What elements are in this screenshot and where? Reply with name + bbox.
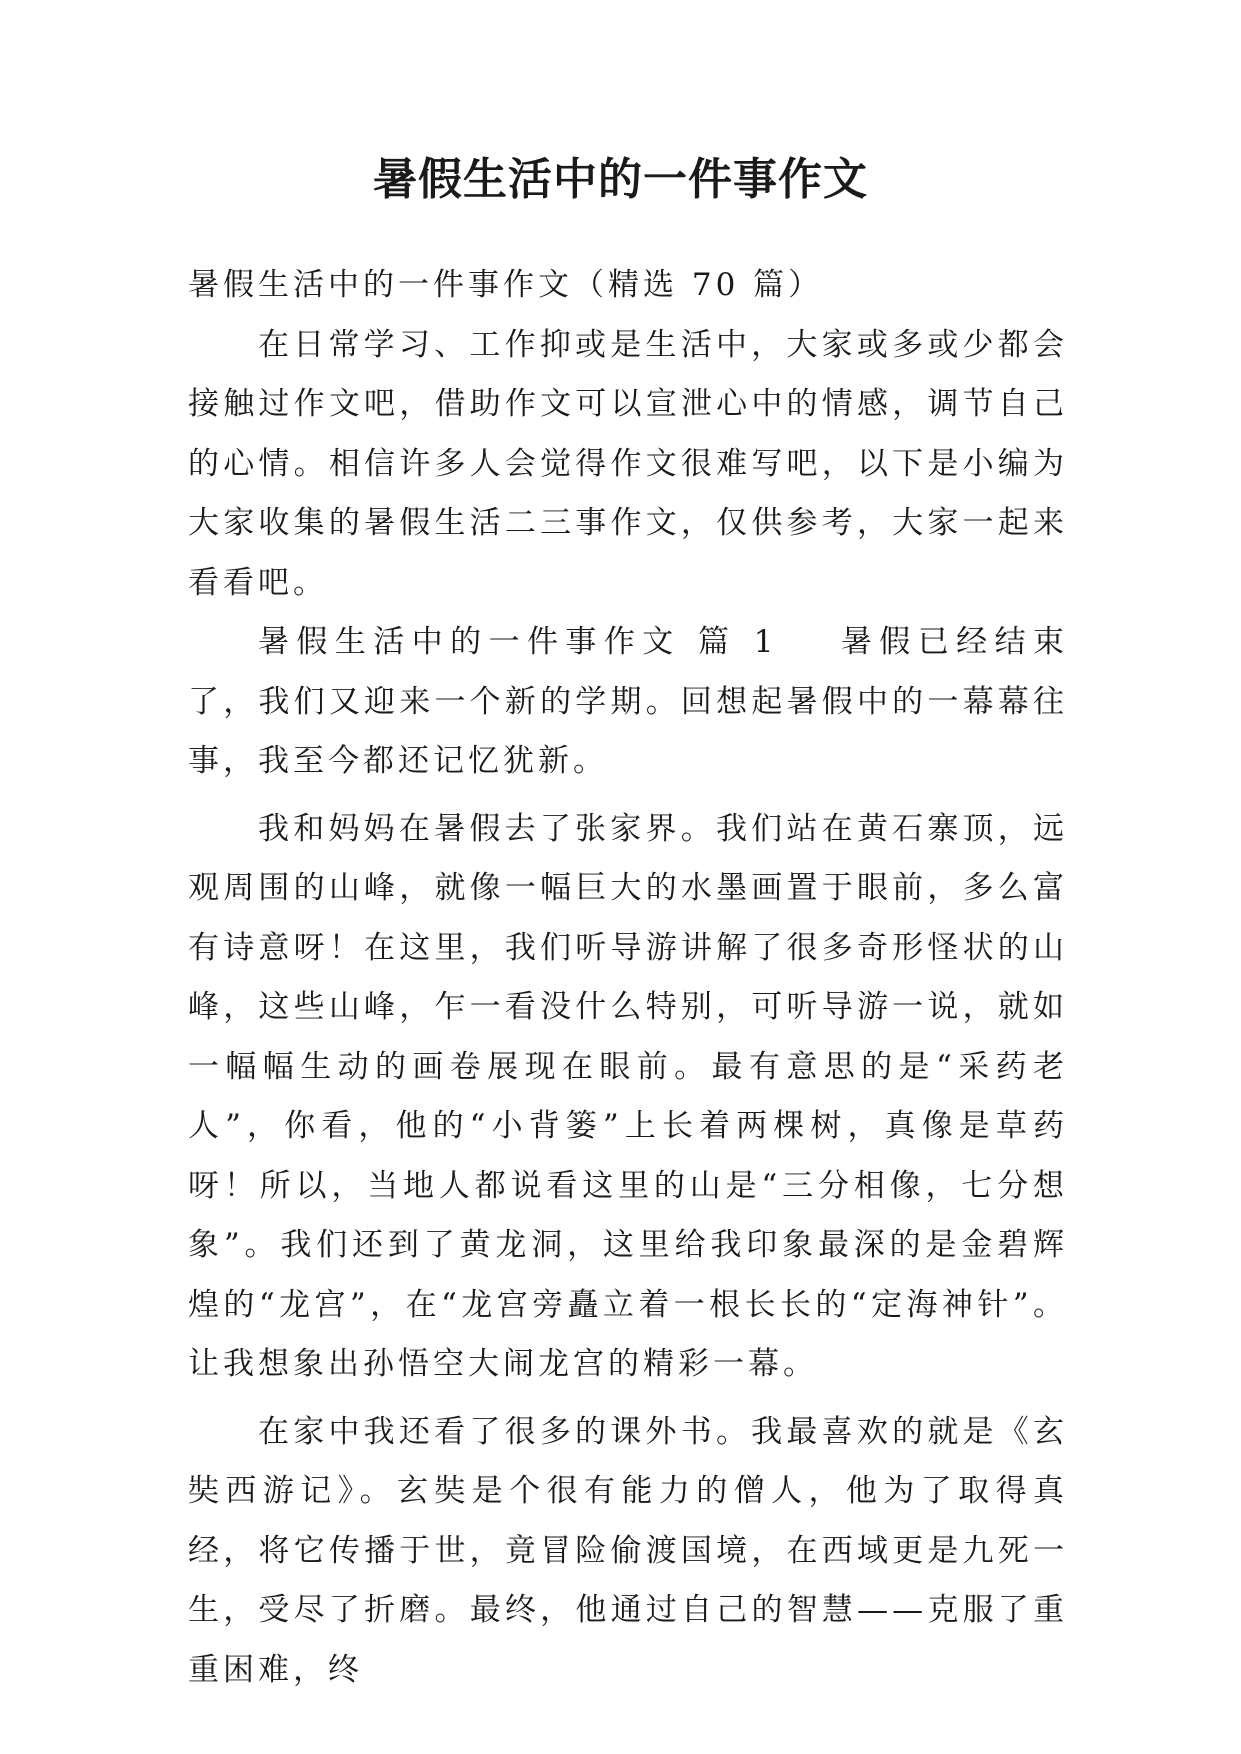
- intro-paragraph: 在日常学习、工作抑或是生活中，大家或多或少都会接触过作文吧，借助作文可以宣泄心中的情感，调节自己的心情。相信许多人会觉得作文很难写吧，以下是小编为大家收集的暑假生活二三事作文，仅供参考，大家一起来看看吧。: [188, 326, 1068, 601]
- document-subtitle: 暑假生活中的一件事作文（精选 70 篇）: [188, 267, 824, 303]
- document-body: [188, 256, 1068, 1700]
- section-1-heading: 暑假生活中的一件事作文 篇 1: [258, 624, 778, 660]
- section-1-opening: [188, 613, 1068, 792]
- section-1-paragraph-2: 我和妈妈在暑假去了张家界。我们站在黄石寨顶，远观周围的山峰，就像一幅巨大的水墨画置于眼前，多么富有诗意呀！在这里，我们听导游讲解了很多奇形怪状的山峰，这些山峰，乍一看没什么特别，可听导游一说，就如一幅幅生动的画卷展现在眼前。最有意思的是“采药老人”，你看，他的“小背篓”上长着两棵树，真像是草药呀！所以，当地人都说看这里的山是“三分相像，七分想象”。我们还到了黄龙洞，这里给我印象最深的是金碧辉煌的“龙宫”，在“龙宫旁矗立着一根长长的“定海神针”。让我想象出孙悟空大闹龙宫的精彩一幕。: [188, 810, 1068, 1382]
- document-title: 暑假生活中的一件事作文: [373, 154, 868, 205]
- section-1-paragraph-3: 在家中我还看了很多的课外书。我最喜欢的就是《玄奘西游记》。玄奘是个很有能力的僧人，他为了取得真经，将它传播于世，竟冒险偷渡国境，在西域更是九死一生，受尽了折磨。最终，他通过自己的智慧——克服了重重困难，终: [188, 1413, 1068, 1688]
- section-1-paragraph-1: 暑假已经结束了，我们又迎来一个新的学期。回想起暑假中的一幕幕往事，我至今都还记忆犹新。: [188, 624, 1069, 779]
